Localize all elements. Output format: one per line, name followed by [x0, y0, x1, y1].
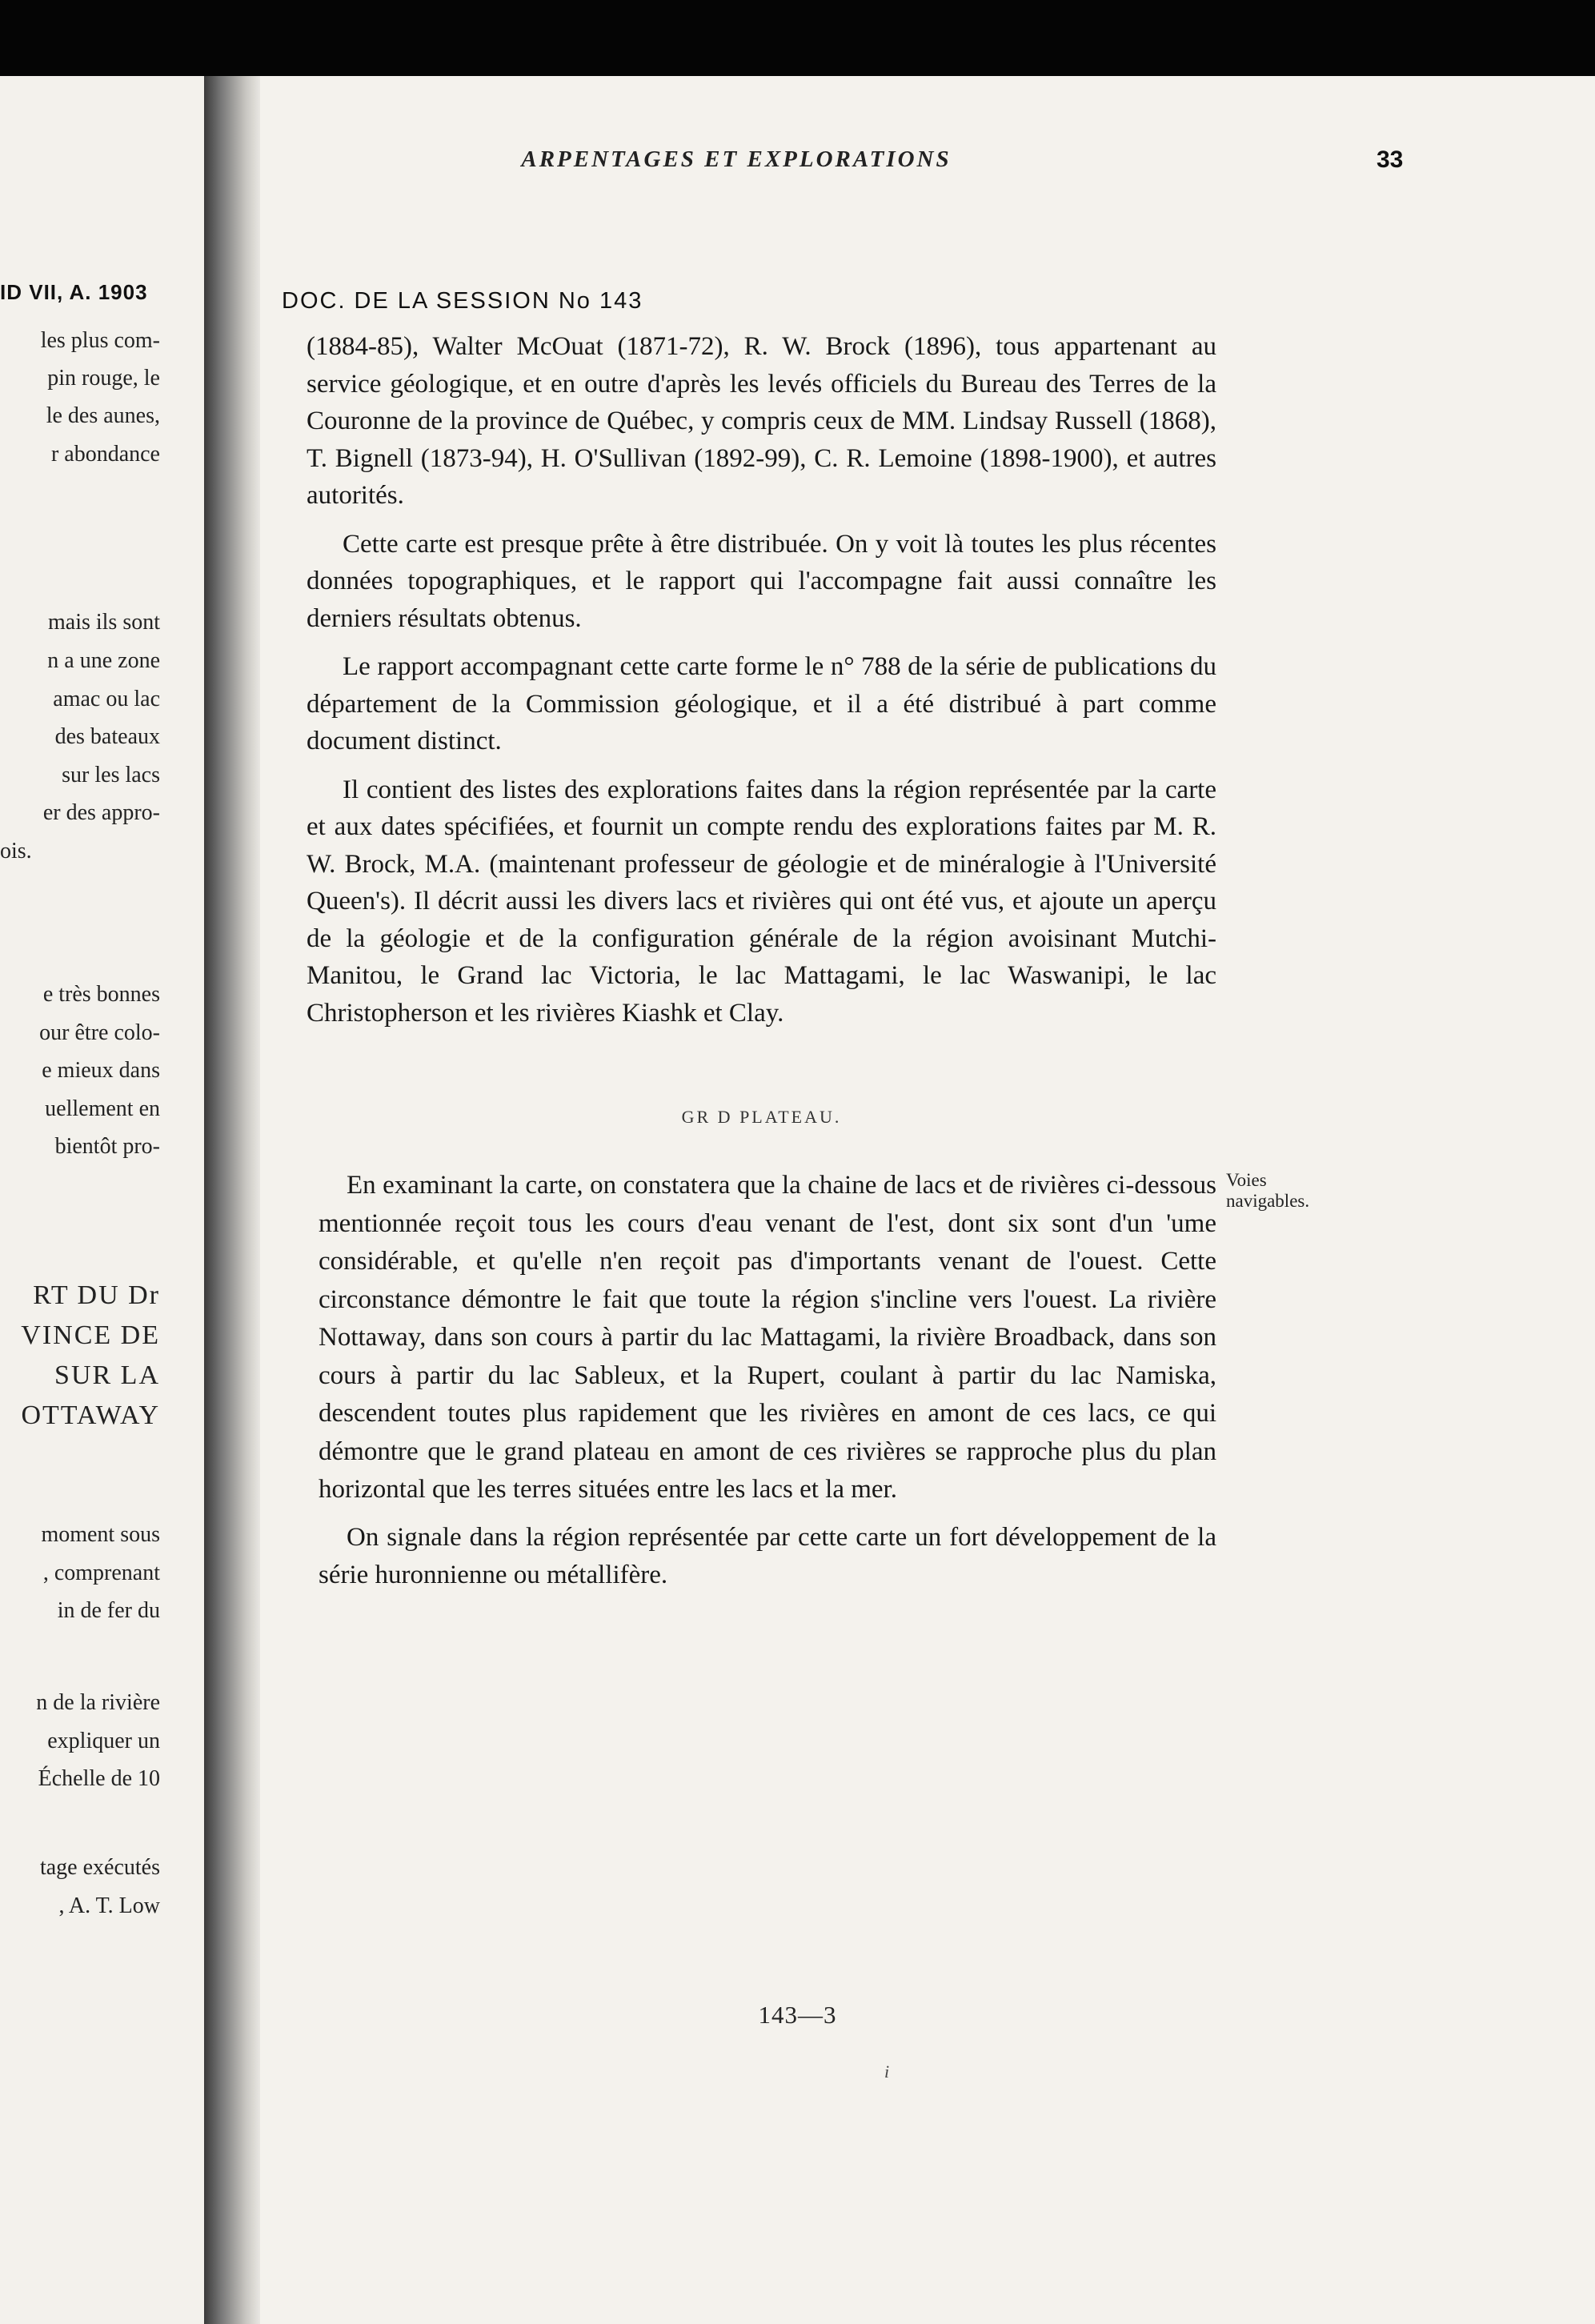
- left-page-text-fragment: sur les lacs: [62, 763, 160, 787]
- left-page-text-fragment: r abondance: [50, 442, 160, 467]
- left-page-text-fragment: n de la rivière: [36, 1690, 160, 1715]
- left-page-text-fragment: uellement en: [45, 1096, 160, 1121]
- section-heading: GR D PLATEAU.: [681, 1107, 842, 1127]
- left-page-text-fragment: bientôt pro-: [54, 1134, 160, 1159]
- paragraph: On signale dans la région représentée par cette carte un fort développement de la série huronnienne ou métallifère.: [319, 1522, 1216, 1589]
- left-page-text-fragment: e mieux dans: [42, 1058, 160, 1083]
- margin-note: Voies navigables.: [1226, 1170, 1310, 1211]
- left-page-text-fragment: e très bonnes: [42, 982, 160, 1007]
- left-page-text-fragment: SUR LA: [54, 1360, 160, 1390]
- paragraph: Le rapport accompagnant cette carte forme le n° 788 de la série de publications du département de la Commission géologique, et il a été distribué à part comme document distinct.: [307, 652, 1216, 755]
- page-number: 33: [1377, 146, 1404, 173]
- page-footer: 143—3: [758, 2001, 837, 2029]
- left-page: [0, 76, 204, 2324]
- left-page-text-fragment: ois.: [0, 839, 32, 863]
- left-page-text-fragment: our être colo-: [39, 1020, 160, 1045]
- left-page-text-fragment: des bateaux: [54, 724, 160, 749]
- left-page-text-fragment: Échelle de 10: [38, 1766, 160, 1791]
- left-page-text-fragment: tage exécutés: [39, 1855, 160, 1880]
- body-text-section: [319, 1167, 1216, 1605]
- paragraph: Cette carte est presque prête à être distribuée. On y voit là toutes les plus récentes données topographiques, et le rapport qui l'accompagne fait aussi connaître les derniers résultats obtenus.: [307, 529, 1216, 633]
- body-text: [307, 328, 1216, 1043]
- left-page-text-fragment: les plus com-: [40, 328, 160, 353]
- left-page-text-fragment: mais ils sont: [47, 610, 160, 635]
- left-page-text-fragment: er des appro-: [42, 800, 160, 825]
- paragraph: Il contient des listes des explorations faites dans la région représentée par la carte et aux dates spécifiées, et fournit un compte rendu des explorations faites par M. R. W. Brock, M.A. (maintenant professeur de géologie et de minéralogie à l'Université Queen's). Il décrit aussi les divers lacs et rivières qui ont été vus, et ajoute un aperçu de la géologie et de la configuration générale de la région avoisinant Mutchi-Manitou, le Grand lac Victoria, le lac Mattagami, le lac Waswanipi, le lac Christopherson et les rivières Kiashk et Clay.: [307, 775, 1216, 1028]
- left-page-text-fragment: RT DU Dr: [33, 1280, 160, 1310]
- session-label: DOC. DE LA SESSION No 143: [282, 288, 643, 314]
- left-page-text-fragment: n a une zone: [47, 648, 160, 673]
- left-page-text-fragment: in de fer du: [57, 1598, 160, 1623]
- left-page-text-fragment: VINCE DE: [21, 1320, 160, 1350]
- running-title: ARPENTAGES ET EXPLORATIONS: [521, 146, 952, 172]
- paragraph: En examinant la carte, on constatera que la chaine de lacs et de rivières ci-dessous mentionnée reçoit tous les cours d'eau venant de l'est, dont six sont d'un 'ume considérable, et qu'elle n'en reçoit pas d'importants venant de l'ouest. Cette circonstance démontre le fait que toute la région s'incline vers l'ouest. La rivière Nottaway, dans son cours à partir du lac Mattagami, la rivière Broadback, dans son cours à partir du lac Sableux, et la Rupert, coulant à partir du lac Namiska, descendent toutes plus rapidement que les rivières en amont de ces lacs, ce qui démontre que le grand plateau en amont de ces rivières se rapproche plus du plan horizontal que les terres situées entre les lacs et la mer.: [319, 1171, 1216, 1504]
- book-gutter: [204, 76, 260, 2324]
- left-page-text-fragment: OTTAWAY: [21, 1400, 160, 1430]
- paragraph: (1884-85), Walter McOuat (1871-72), R. W. Brock (1896), tous appartenant au service géologique, et en outre d'après les levés officiels du Bureau des Terres de la Couronne de la province de Québec, y compris ceux de MM. Lindsay Russell (1868), T. Bignell (1873-94), H. O'Sullivan (1892-99), C. R. Lemoine (1898-1900), et autres autorités.: [307, 332, 1216, 510]
- left-page-text-fragment: le des aunes,: [46, 403, 160, 428]
- left-page-text-fragment: expliquer un: [47, 1729, 160, 1753]
- left-page-text-fragment: , comprenant: [42, 1561, 160, 1585]
- left-running-header: ID VII, A. 1903: [0, 280, 148, 304]
- left-page-text-fragment: amac ou lac: [53, 687, 160, 711]
- sheet-mark: i: [884, 2062, 890, 2082]
- left-page-text-fragment: , A. T. Low: [58, 1893, 160, 1918]
- left-page-text-fragment: pin rouge, le: [47, 366, 160, 391]
- left-page-text-fragment: moment sous: [41, 1522, 160, 1547]
